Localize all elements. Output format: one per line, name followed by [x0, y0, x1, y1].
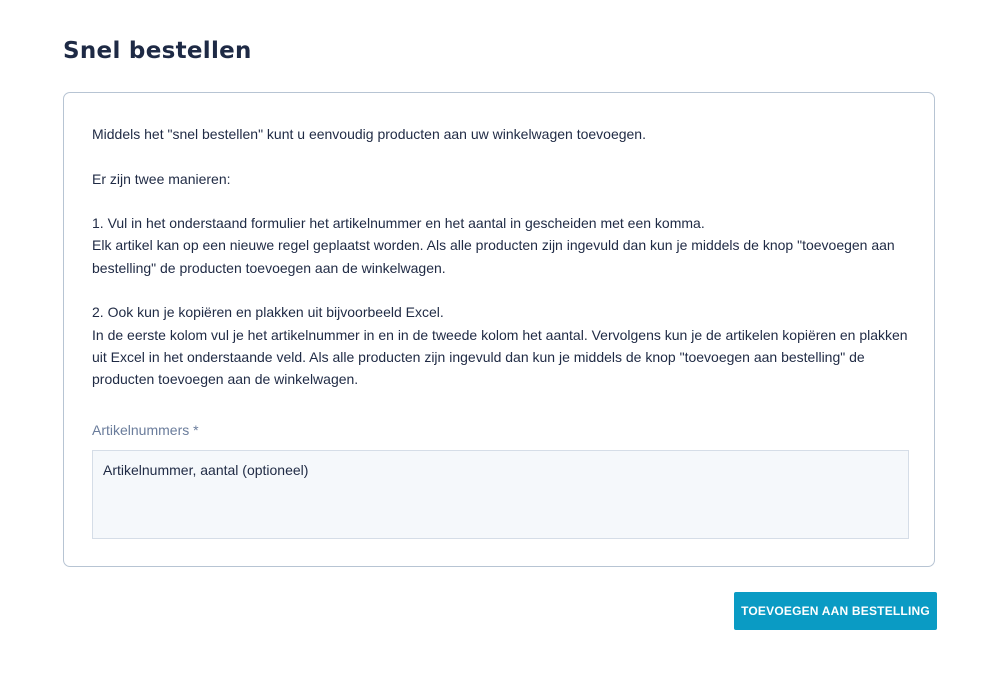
intro-paragraph-1: Middels het "snel bestellen" kunt u eenvoudig producten aan uw winkelwagen toevoegen.: [92, 126, 646, 142]
artikelnummers-label: Artikelnummers *: [92, 422, 199, 438]
intro-paragraph-method-2: 2. Ook kun je kopiëren en plakken uit bijvoorbeeld Excel. In de eerste kolom vul je het artikelnummer in en in de tweede kolom het aantal. Vervolgens kun je de artikelen kopiëren en plakken uit Excel in het onderstaande veld. Als alle producten zijn ingevuld dan kun je middels de knop "toevoegen aan bestelling" de producten toevoegen aan de winkelwagen.: [92, 304, 908, 388]
page-title: Snel bestellen: [63, 38, 252, 64]
instructions: [92, 123, 912, 391]
intro-paragraph-method-1: 1. Vul in het onderstaand formulier het artikelnummer en het aantal in gescheiden met een komma. Elk artikel kan op een nieuwe regel geplaatst worden. Als alle producten zijn ingevuld dan kun je middels de knop "toevoegen aan bestelling" de producten toevoegen aan de winkelwagen.: [92, 215, 895, 276]
quick-order-card: [63, 92, 935, 567]
intro-paragraph-2: Er zijn twee manieren:: [92, 170, 231, 187]
add-to-order-button[interactable]: TOEVOEGEN AAN BESTELLING: [734, 592, 937, 630]
artikelnummers-textarea[interactable]: [92, 450, 909, 539]
